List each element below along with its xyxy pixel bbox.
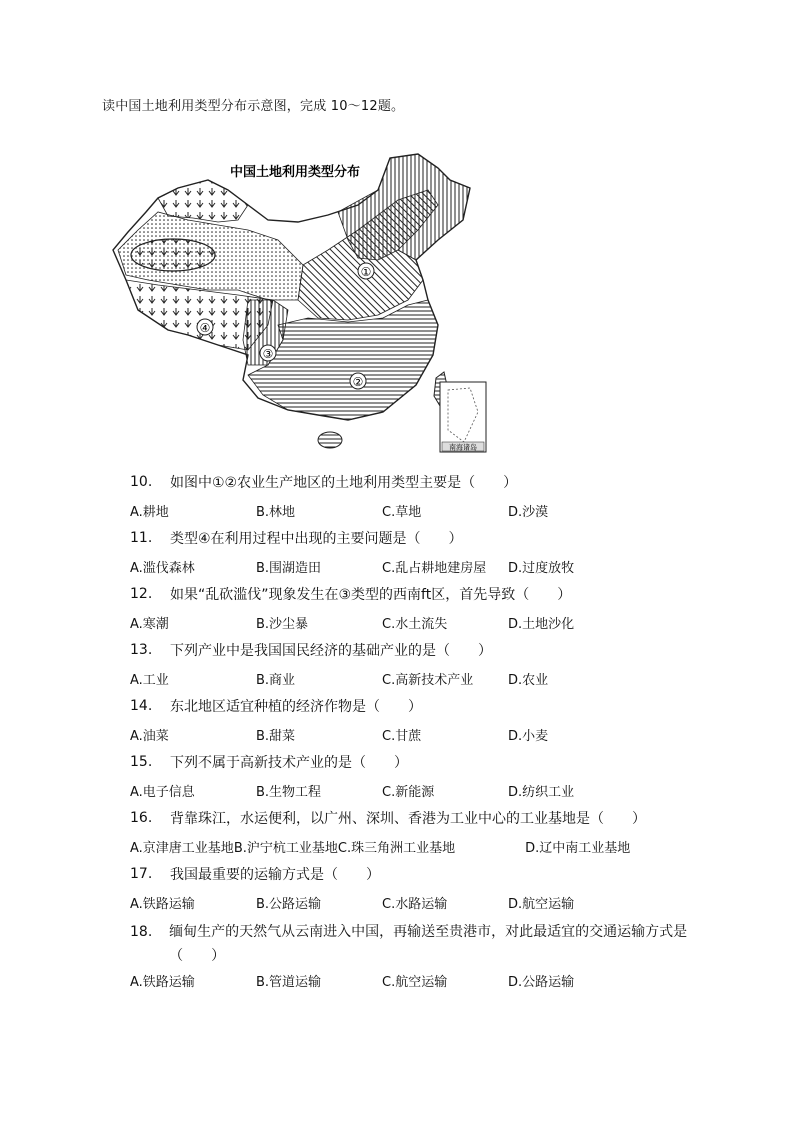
option-a: A.京津唐工业基地 [130,840,234,856]
question-list [130,468,730,994]
option-d: D.公路运输 [508,974,575,990]
options-17 [130,888,730,916]
map-title: 中国土地利用类型分布 [229,165,361,180]
question-15 [130,748,730,776]
question-number: 14. [130,698,153,714]
region-label-2: ② [352,375,364,389]
region-label-4: ④ [199,321,211,335]
option-d: D.过度放牧 [508,560,575,576]
option-a: A.铁路运输 [130,896,195,912]
option-c: C.珠三角洲工业基地 [337,840,456,856]
option-a: A.寒潮 [130,616,169,632]
option-c: C.甘蔗 [382,728,422,744]
option-a: A.耕地 [130,504,169,520]
option-a: A.滥伐森林 [130,560,195,576]
option-c: C.草地 [382,504,422,520]
option-a: A.工业 [130,672,169,688]
question-text: 如图中①②农业生产地区的土地利用类型主要是（ ） [170,475,518,491]
option-a: A.电子信息 [130,784,195,800]
option-c: C.高新技术产业 [382,672,474,688]
question-text: 背靠珠江，水运便利，以广州、深圳、香港为工业中心的工业基地是（ ） [170,811,646,827]
option-d: D.农业 [508,672,549,688]
china-land-use-map [98,150,498,460]
option-c: C.水路运输 [382,896,448,912]
option-c: C.航空运输 [382,974,448,990]
hainan-island [318,432,342,448]
question-16 [130,804,730,832]
question-text: 缅甸生产的天然气从云南进入中国，再输送至贵港市，对此最适宜的交通运输方式是（ ） [169,924,688,964]
question-number: 13. [130,642,153,658]
question-text: 我国最重要的运输方式是（ ） [170,867,380,883]
options-10 [130,496,730,524]
question-number: 12. [130,586,153,602]
question-text: 类型④在利用过程中出现的主要问题是（ ） [170,531,463,547]
question-text: 下列不属于高新技术产业的是（ ） [170,755,408,771]
question-text: 东北地区适宜种植的经济作物是（ ） [170,699,422,715]
option-b: B.商业 [256,672,296,688]
map-figure [98,150,498,460]
option-d: D.土地沙化 [508,616,575,632]
question-number: 17. [130,866,153,882]
question-number: 16. [130,810,153,826]
intro-text: 读中国土地利用类型分布示意图，完成 10～12题。 [102,99,405,114]
options-14 [130,720,730,748]
option-d: D.纺织工业 [508,784,575,800]
inset-label: 南海诸岛 [449,443,477,452]
option-d: D.辽中南工业基地 [525,840,631,856]
option-d: D.航空运输 [508,896,575,912]
options-11 [130,552,730,580]
option-d: D.小麦 [508,728,549,744]
question-11 [130,524,730,552]
option-c: C.乱占耕地建房屋 [382,560,487,576]
question-13 [130,636,730,664]
region-label-1: ① [360,265,372,279]
option-b: B.围湖造田 [256,560,322,576]
option-b: B.甜菜 [256,728,296,744]
grassland-north [158,180,248,222]
question-number: 18. [130,924,153,940]
basin-oval [131,239,215,271]
option-b: B.沪宁杭工业基地 [233,840,338,856]
option-a: A.铁路运输 [130,974,195,990]
option-b: B.公路运输 [256,896,322,912]
question-17 [130,860,730,888]
option-a: A.油菜 [130,728,169,744]
question-number: 11. [130,530,153,546]
question-text: 下列产业中是我国国民经济的基础产业的是（ ） [170,643,492,659]
options-15 [130,776,730,804]
option-c: C.水土流失 [382,616,448,632]
option-b: B.沙尘暴 [256,616,309,632]
question-number: 15. [130,754,153,770]
question-number: 10. [130,474,153,490]
question-12 [130,580,730,608]
option-b: B.管道运输 [256,974,322,990]
options-13 [130,664,730,692]
options-16 [130,832,730,860]
region-label-3: ③ [262,347,274,361]
option-b: B.林地 [256,504,296,520]
options-18 [130,966,730,994]
question-18 [130,916,730,966]
option-d: D.沙漠 [508,504,549,520]
question-10 [130,468,730,496]
question-text: 如果“乱砍滥伐”现象发生在③类型的西南ft区，首先导致（ ） [170,587,572,603]
question-14 [130,692,730,720]
options-12 [130,608,730,636]
option-c: C.新能源 [382,784,435,800]
option-b: B.生物工程 [256,784,322,800]
